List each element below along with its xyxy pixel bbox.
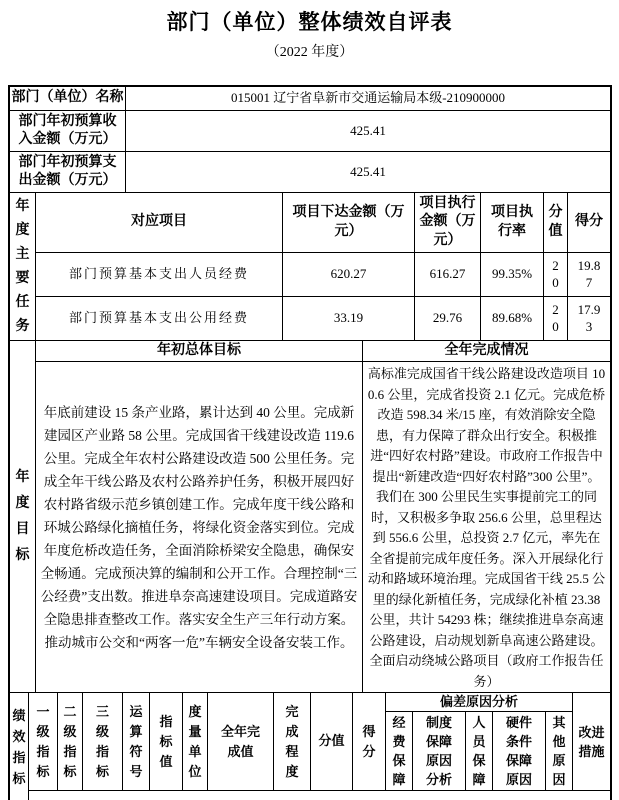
col-improvement-text: 改进措施 (578, 724, 605, 759)
tasks-header-executed (415, 193, 480, 252)
tasks-header-executed-text: 项目执行金额（万元） (419, 196, 476, 248)
budget-income-label-text: 部门年初预算收入金额（万元） (18, 113, 117, 147)
tasks-header-score: 得分 (568, 193, 610, 252)
page-subtitle: （2022 年度） (265, 45, 354, 60)
goals-initial-paragraph: 年底前建设 15 条产业路，累计达到 40 公里。完成新建园区产业路 58 公里。完成国省干线建设改造 119.6 公里。完成全年农村公路建设改造 500 公里任务。完成全年干线公路及农村公路养护任务，积极开展四好农村路省级示范乡镇创建工作。完成年度干线公路和环城公路绿化摘植任务，将绿化资金落实到位。完成年度危桥改造任务，全面消除桥梁安全隐患，确保安全畅通。完成预决算的编制和公开工作。合理控制“三公经费”支出数。推进阜奈高速建设项目。完成道路安全隐患排查整改工作。落实安全生产三年行动方案。推动城市公交和“两客一危”车辆安全设备安装工作。 (40, 404, 358, 650)
task-row-rate: 89.68% (481, 297, 543, 340)
col-completed-text: 全年完成值 (220, 723, 260, 759)
evaluation-table (8, 85, 612, 800)
tasks-row-label-text: 年度主要任务 (15, 198, 30, 334)
task-row-score-text: 17.93 (577, 301, 601, 334)
col-operator-text: 运算符号 (129, 703, 143, 779)
col-deviation-system-text: 制度保障原因分析 (425, 715, 452, 787)
col-level2-text: 二级指标 (63, 703, 77, 779)
indicators-row-label (10, 693, 28, 800)
col-unit (183, 693, 207, 790)
col-unit-text: 度量单位 (188, 703, 202, 779)
tasks-header-issued (283, 193, 414, 252)
goals-completion-paragraph: 高标准完成国省干线公路建设改造项目 100.6 公里，完成省投资 2.1 亿元。完成危桥改造 598.34 米/15 座，有效消除安全隐患，有力保障了群众出行安全。积极推进“四好农村路”建设。市政府工作报告中提出“新建改造“四好农村路”300 公里”。我们在 300 公里民生实事提前完工的同时，又积极多争取 256.6 公里，总里程达到 556.6 公里，总投资 2.7 亿元，率先在全省提前完成年度任务。深入开展绿化行动和路域环境治理。完成国省干线 25.5 公里的绿化新植任务，完成绿化补植 23.38 公里，共计 54293 株；继续推进阜奈高速公路建设，启动规划新阜高速公路建设。全面启动绕城公路项目（政府工作报告任务） (367, 366, 606, 689)
goals-initial-text (36, 362, 362, 692)
task-row-project: 部门预算基本支出公用经费 (36, 297, 282, 340)
task-row-project: 部门预算基本支出人员经费 (36, 253, 282, 296)
col-level3 (83, 693, 122, 790)
tasks-header-issued-text: 项目下达金额（万元） (292, 205, 405, 239)
dept-name-value: 015001 辽宁省阜新市交通运输局本级-210900000 (126, 87, 610, 110)
col-completed (208, 693, 273, 790)
budget-expense-label-text: 部门年初预算支出金额（万元） (18, 154, 117, 188)
tasks-header-points (544, 193, 567, 252)
goals-header-completion: 全年完成情况 (363, 341, 610, 361)
goals-row-label (10, 341, 35, 692)
col-value (150, 693, 182, 790)
budget-income-label (10, 111, 125, 151)
dept-name-label: 部门（单位）名称 (10, 87, 125, 110)
deviation-group-header: 偏差原因分析 (386, 693, 572, 711)
task-row-points (544, 253, 567, 296)
goals-completion-text (363, 362, 610, 692)
task-row-points-text: 20 (552, 257, 559, 290)
goals-row-label-text: 年度目标 (15, 469, 30, 563)
budget-income-value: 425.41 (126, 111, 610, 151)
task-row-executed: 616.27 (415, 253, 480, 296)
col-improvement (573, 693, 610, 790)
col-degree (274, 693, 310, 790)
col-deviation-system (413, 712, 465, 790)
col-deviation-funding-text: 经费保障 (392, 715, 406, 787)
task-row-score (568, 253, 610, 296)
task-row-score (568, 297, 610, 340)
col-level3-text: 三级指标 (95, 703, 109, 779)
col-level1-text: 一级指标 (36, 703, 50, 779)
col-deviation-hardware-text: 硬件条件保障原因 (505, 715, 532, 787)
tasks-header-rate (481, 193, 543, 252)
col-operator (123, 693, 149, 790)
cutoff-row (29, 791, 610, 800)
tasks-row-label (10, 193, 35, 340)
tasks-header-points-text: 分值 (548, 205, 563, 239)
col-value-text: 指标值 (159, 713, 173, 769)
col-deviation-staff (466, 712, 492, 790)
col-level1 (29, 693, 57, 790)
task-row-points (544, 297, 567, 340)
goals-header-initial: 年初总体目标 (36, 341, 362, 361)
budget-expense-value: 425.41 (126, 152, 610, 192)
col-score-text: 得分 (362, 723, 376, 759)
task-row-points-text: 20 (552, 301, 559, 334)
indicators-row-label-text: 绩效指标 (12, 707, 26, 786)
col-level2 (58, 693, 82, 790)
task-row-rate: 99.35% (481, 253, 543, 296)
col-score (353, 693, 385, 790)
task-row-executed: 29.76 (415, 297, 480, 340)
task-row-score-text: 19.87 (577, 257, 601, 290)
col-points: 分值 (311, 693, 352, 790)
col-degree-text: 完成程度 (285, 703, 299, 779)
col-deviation-funding (386, 712, 412, 790)
budget-expense-label (10, 152, 125, 192)
tasks-header-rate-text: 项目执行率 (491, 205, 533, 239)
col-deviation-other (546, 712, 572, 790)
tasks-header-project: 对应项目 (36, 193, 282, 252)
col-deviation-staff-text: 人员保障 (472, 715, 486, 787)
task-row-issued: 620.27 (283, 253, 414, 296)
col-deviation-other-text: 其他原因 (552, 715, 566, 787)
col-deviation-hardware (493, 712, 545, 790)
page-title: 部门（单位）整体绩效自评表 (166, 10, 453, 34)
task-row-issued: 33.19 (283, 297, 414, 340)
